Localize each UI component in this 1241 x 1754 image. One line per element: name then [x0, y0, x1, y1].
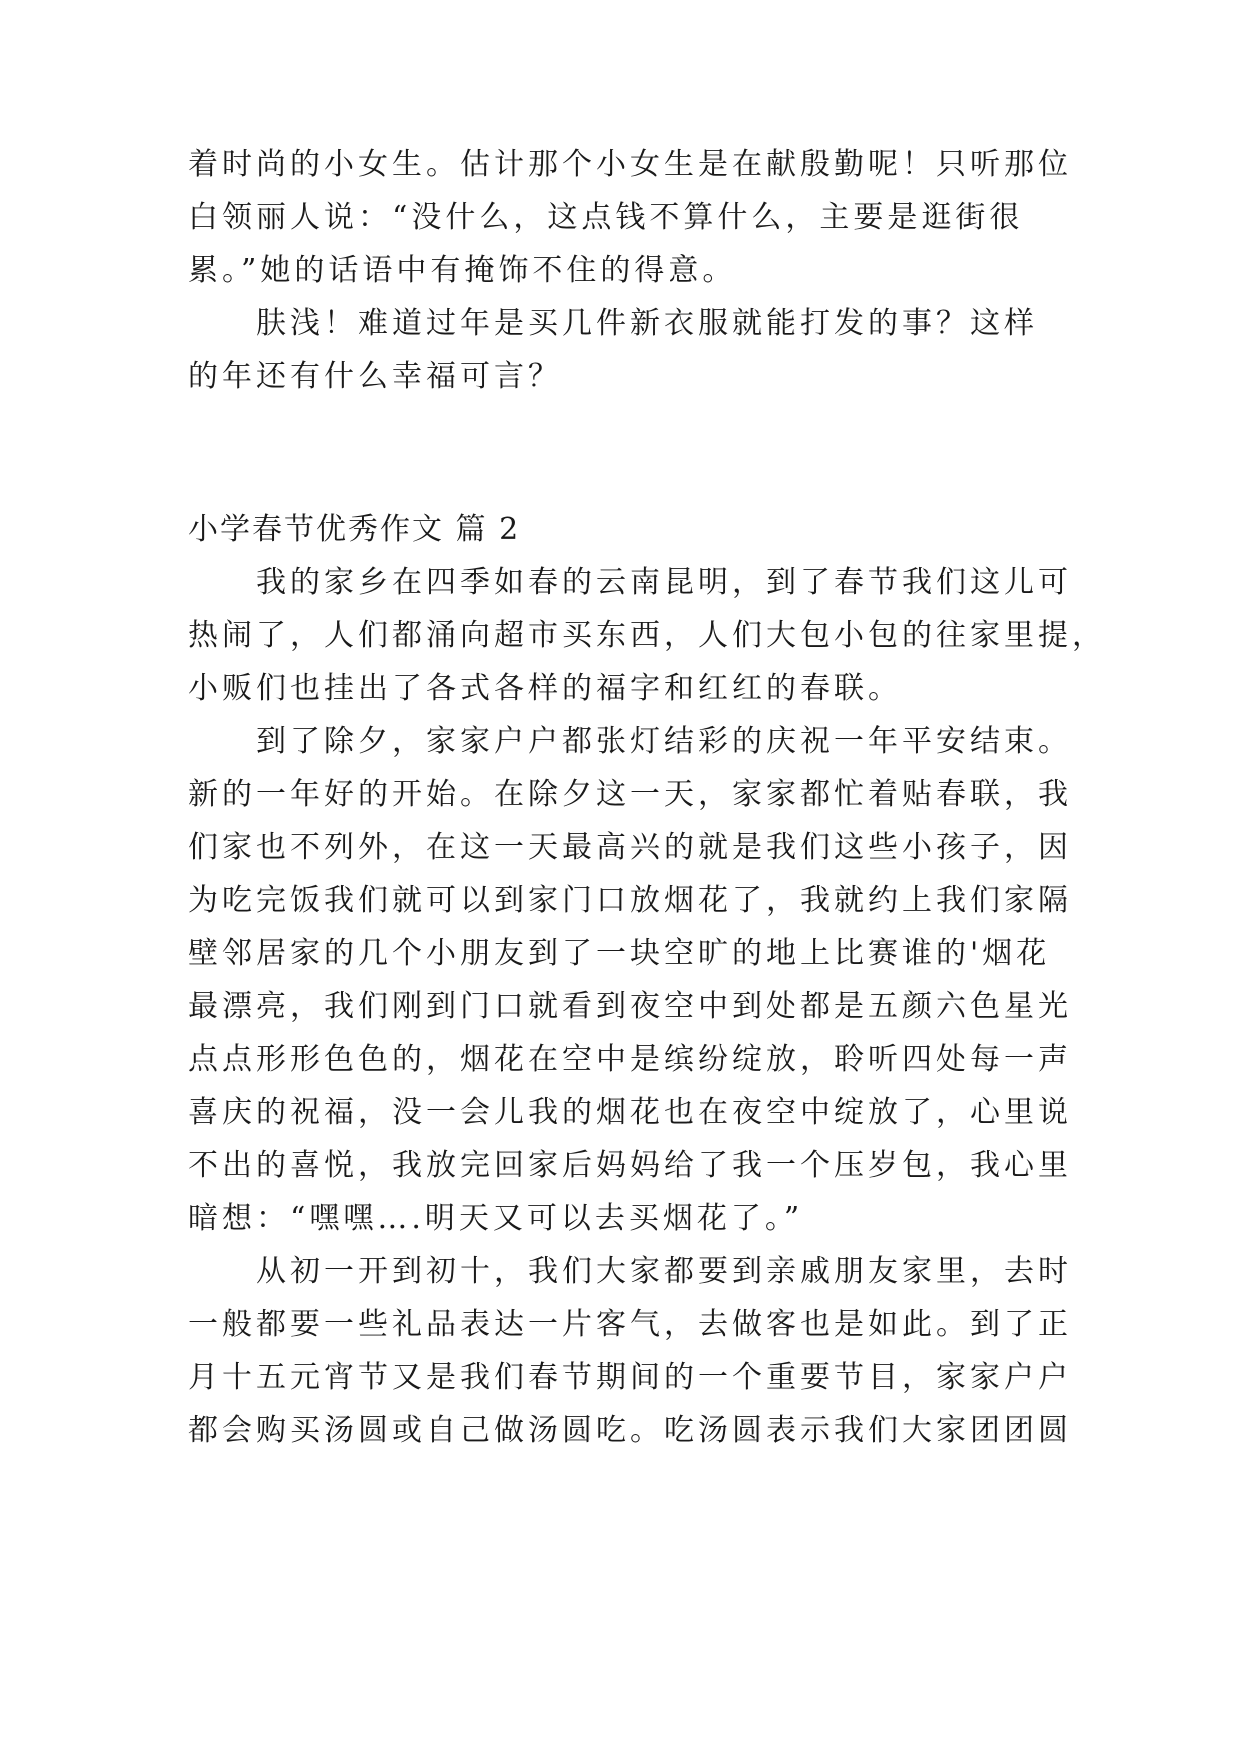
paragraph-3-line: 月十五元宵节又是我们春节期间的一个重要节目，家家户户 [188, 1360, 1072, 1395]
paragraph-3-line: 一般都要一些礼品表达一片客气，去做客也是如此。到了正 [188, 1307, 1072, 1342]
paragraph-2-line: 新的一年好的开始。在除夕这一天，家家都忙着贴春联，我 [188, 777, 1072, 812]
intro-line: 白领丽人说：“没什么，这点钱不算什么，主要是逛街很 [188, 200, 1024, 235]
closing-line: 的年还有什么幸福可言？ [188, 359, 562, 394]
closing-line: 肤浅！难道过年是买几件新衣服就能打发的事？这样 [256, 306, 1038, 341]
paragraph-2-line: 不出的喜悦，我放完回家后妈妈给了我一个压岁包，我心里 [188, 1148, 1072, 1183]
paragraph-3-line: 从初一开到初十，我们大家都要到亲戚朋友家里，去时 [256, 1254, 1072, 1289]
article-title: 小学春节优秀作文 篇 2 [188, 512, 521, 547]
paragraph-1-line: 小贩们也挂出了各式各样的福字和红红的春联。 [188, 671, 902, 706]
intro-line: 着时尚的小女生。估计那个小女生是在献殷勤呢！只听那位 [188, 147, 1072, 182]
intro-line: 累。”她的话语中有掩饰不住的得意。 [188, 253, 737, 288]
paragraph-2-line: 最漂亮，我们刚到门口就看到夜空中到处都是五颜六色星光 [188, 989, 1072, 1024]
paragraph-2-line: 点点形形色色的，烟花在空中是缤纷绽放，聆听四处每一声 [188, 1042, 1072, 1077]
paragraph-1-line: 我的家乡在四季如春的云南昆明，到了春节我们这儿可 [256, 565, 1072, 600]
paragraph-3-line: 都会购买汤圆或自己做汤圆吃。吃汤圆表示我们大家团团圆 [188, 1413, 1072, 1448]
paragraph-2-line: 为吃完饭我们就可以到家门口放烟花了，我就约上我们家隔 [188, 883, 1072, 918]
paragraph-2-line: 暗想：“嘿嘿….明天又可以去买烟花了。” [188, 1201, 804, 1236]
paragraph-2-line: 壁邻居家的几个小朋友到了一块空旷的地上比赛谁的'烟花 [188, 936, 1051, 971]
paragraph-2-line: 到了除夕，家家户户都张灯结彩的庆祝一年平安结束。 [256, 724, 1072, 759]
paragraph-1-line: 热闹了，人们都涌向超市买东西，人们大包小包的往家里提， [188, 618, 1106, 653]
paragraph-2-line: 喜庆的祝福，没一会儿我的烟花也在夜空中绽放了，心里说 [188, 1095, 1072, 1130]
paragraph-2-line: 们家也不列外，在这一天最高兴的就是我们这些小孩子，因 [188, 830, 1072, 865]
